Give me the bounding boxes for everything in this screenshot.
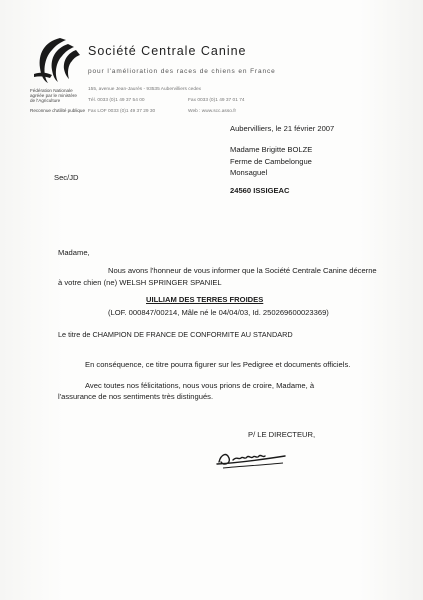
- recipient-city: 24560 ISSIGEAC: [230, 186, 290, 195]
- paragraph-2: En conséquence, ce titre pourra figurer sur les Pedigree et documents officiels.: [85, 360, 351, 369]
- organization-tagline: pour l'amélioration des races de chiens en France: [88, 68, 276, 75]
- reference: Sec/JD: [54, 173, 79, 182]
- dog-details: (LOF. 000847/00214, Mâle né le 04/04/03, Id. 250269600023369): [108, 308, 329, 317]
- side-note: Reconnue d'utilité publique: [30, 108, 86, 113]
- paragraph-3-line-2: l'assurance de nos sentiments très distingués.: [58, 392, 214, 401]
- dog-name: UILLIAM DES TERRES FROIDES: [146, 295, 264, 304]
- org-phone: Tél. 0033 (0)1 49 37 54 00: [88, 98, 145, 103]
- recipient-address-line: Monsaguel: [230, 168, 268, 177]
- side-note: agréée par le ministère: [30, 93, 77, 98]
- salutation: Madame,: [58, 248, 90, 257]
- recipient-address-line: Ferme de Cambelongue: [230, 157, 312, 166]
- org-website: Web : www.scc.asso.fr: [188, 109, 237, 114]
- scc-logo-icon: [30, 34, 80, 84]
- title-line: Le titre de CHAMPION DE FRANCE DE CONFORMITE AU STANDARD: [58, 330, 293, 339]
- signoff: P/ LE DIRECTEUR,: [248, 430, 316, 439]
- paragraph-3-line-1: Avec toutes nos félicitations, nous vous prions de croire, Madame, à: [85, 381, 315, 390]
- org-address: 155, avenue Jean-Jaurès - 93535 Aubervilliers cedex: [88, 87, 202, 92]
- org-fax-lof: Fax LOF 0033 (0)1 49 37 29 30: [88, 109, 156, 114]
- side-note: Fédération Nationale: [30, 88, 73, 93]
- organization-name: Société Centrale Canine: [88, 44, 247, 58]
- paragraph-1-line-1: Nous avons l'honneur de vous informer que la Société Centrale Canine décerne: [108, 266, 377, 275]
- side-note: de l'Agriculture: [30, 98, 61, 103]
- recipient-name: Madame Brigitte BOLZE: [230, 145, 313, 154]
- handwritten-signature: [213, 446, 293, 470]
- paragraph-1-line-2: à votre chien (ne) WELSH SPRINGER SPANIEL: [58, 278, 222, 287]
- place-date: Aubervilliers, le 21 février 2007: [230, 124, 335, 133]
- org-fax: Fax 0033 (0)1 49 37 01 74: [188, 98, 245, 103]
